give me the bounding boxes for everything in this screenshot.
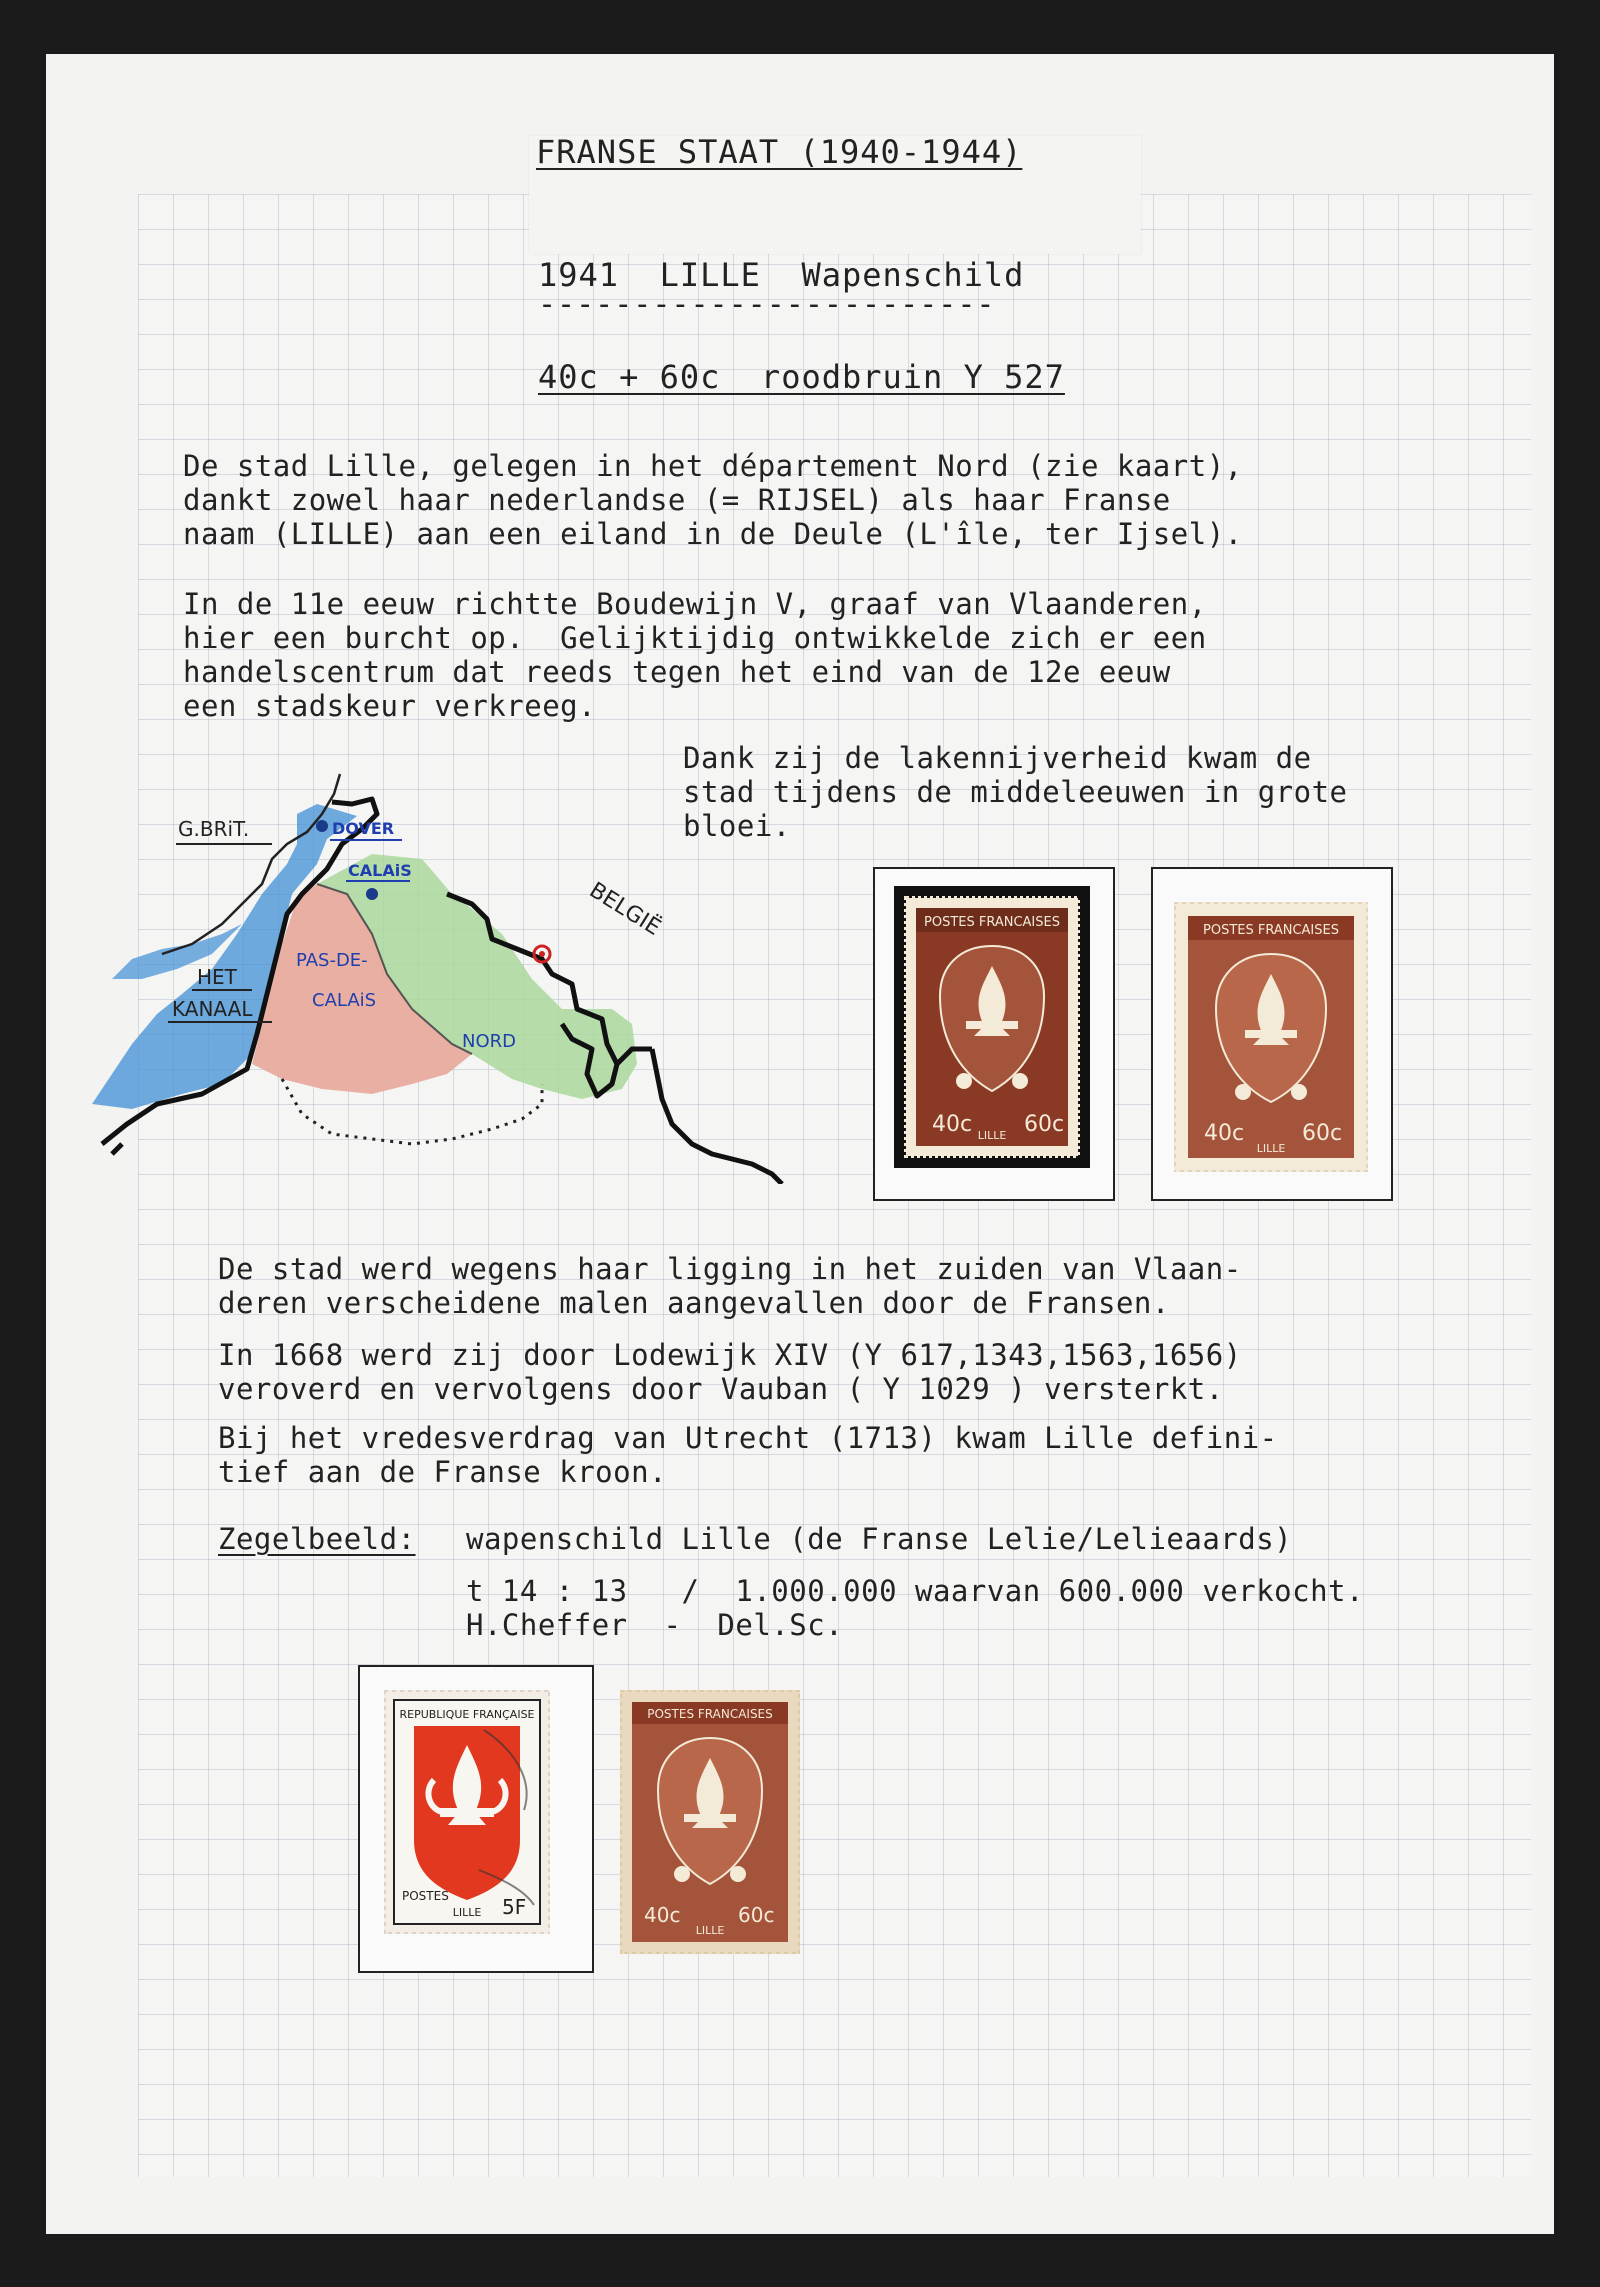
text-line: hier een burcht op. Gelijktijdig ontwikkelde zich er een xyxy=(183,621,1207,655)
map-label-pas-de: PAS-DE- xyxy=(296,950,368,971)
map-label-belgie: BELGIË xyxy=(584,877,665,941)
map-label-dover: DOVER xyxy=(332,819,395,838)
map-label-calais: CALAiS xyxy=(348,861,412,880)
stamp-city: LILLE xyxy=(695,1924,725,1937)
map-label-kanaal: KANAAL xyxy=(172,997,253,1021)
page-title: FRANSE STAAT (1940-1944) xyxy=(536,133,1023,171)
subtitle-dashes: ------------------------ xyxy=(538,287,996,322)
stamp-city: LILLE xyxy=(977,1129,1007,1142)
stamp-value-right: 60c xyxy=(1302,1121,1343,1146)
dover-dot xyxy=(316,820,328,832)
zegelbeeld-text: wapenschild Lille (de Franse Lelie/Lelieaards) xyxy=(466,1522,1293,1556)
zegelbeeld-label: Zegelbeeld: xyxy=(218,1522,416,1556)
text-line: Dank zij de lakennijverheid kwam de xyxy=(683,741,1312,775)
text-line: veroverd en vervolgens door Vauban ( Y 1029 ) versterkt. xyxy=(218,1372,1224,1406)
text-line: De stad Lille, gelegen in het département Nord (zie kaart), xyxy=(183,449,1243,483)
specs-perforation: t 14 : 13 / 1.000.000 waarvan 600.000 verkocht. xyxy=(466,1574,1364,1608)
stamp-postes: POSTES xyxy=(402,1889,449,1903)
text-line: dankt zowel haar nederlandse (= RIJSEL) als haar Franse xyxy=(183,483,1171,517)
text-line: De stad werd wegens haar ligging in het zuiden van Vlaan- xyxy=(218,1252,1242,1286)
stamp-value-left: 40c xyxy=(932,1112,973,1137)
map-label-gbrit: G.BRiT. xyxy=(178,817,250,841)
text-line: een stadskeur verkreeg. xyxy=(183,689,597,723)
text-line: In 1668 werd zij door Lodewijk XIV (Y 617,1343,1563,1656) xyxy=(218,1338,1242,1372)
text-line: naam (LILLE) aan een eiland in de Deule (L'île, ter Ijsel). xyxy=(183,517,1243,551)
stamp-lille-5f xyxy=(384,1690,550,1934)
stamp-lille-used-2 xyxy=(620,1690,800,1954)
specs-designer: H.Cheffer - Del.Sc. xyxy=(466,1608,844,1642)
map-label-nord: NORD xyxy=(462,1031,516,1052)
map-label-calais-region: CALAiS xyxy=(312,990,377,1011)
stamp-header-rf: REPUBLIQUE FRANÇAISE xyxy=(399,1708,535,1721)
belgian-border-east xyxy=(652,1049,782,1184)
lille-region-map xyxy=(72,744,872,1184)
stamp-subtitle: 1941 LILLE Wapenschild xyxy=(538,256,1025,294)
stamp-value-left: 40c xyxy=(644,1903,681,1927)
album-page xyxy=(46,54,1554,2234)
stamp-city: LILLE xyxy=(452,1906,482,1919)
issue-line: 40c + 60c roodbruin Y 527 xyxy=(538,358,1065,396)
stamp-value-left: 40c xyxy=(1204,1121,1245,1146)
map-label-het: HET xyxy=(197,965,237,989)
text-line: handelscentrum dat reeds tegen het eind van de 12e eeuw xyxy=(183,655,1171,689)
stamp-value-right: 60c xyxy=(738,1903,775,1927)
text-line: tief aan de Franse kroon. xyxy=(218,1455,667,1489)
text-line: stad tijdens de middeleeuwen in grote xyxy=(683,775,1348,809)
stamp-header: POSTES FRANCAISES xyxy=(647,1707,773,1721)
lille-dot xyxy=(539,951,545,957)
stamp-header: POSTES FRANCAISES xyxy=(1203,923,1339,938)
stamp-header: POSTES FRANCAISES xyxy=(924,915,1060,930)
coastline-end xyxy=(112,1144,122,1154)
text-line: deren verscheidene malen aangevallen door de Fransen. xyxy=(218,1286,1170,1320)
stamp-city: LILLE xyxy=(1256,1142,1286,1155)
text-line: In de 11e eeuw richtte Boudewijn V, graaf van Vlaanderen, xyxy=(183,587,1207,621)
text-line: Bij het vredesverdrag van Utrecht (1713) kwam Lille defini- xyxy=(218,1421,1278,1455)
stamp-value-5f: 5F xyxy=(502,1895,527,1919)
stamp-value-right: 60c xyxy=(1024,1112,1065,1137)
stamp-lille-mint xyxy=(894,886,1090,1168)
calais-dot xyxy=(366,888,378,900)
text-line: bloei. xyxy=(683,809,791,843)
stamp-lille-used xyxy=(1174,902,1368,1172)
